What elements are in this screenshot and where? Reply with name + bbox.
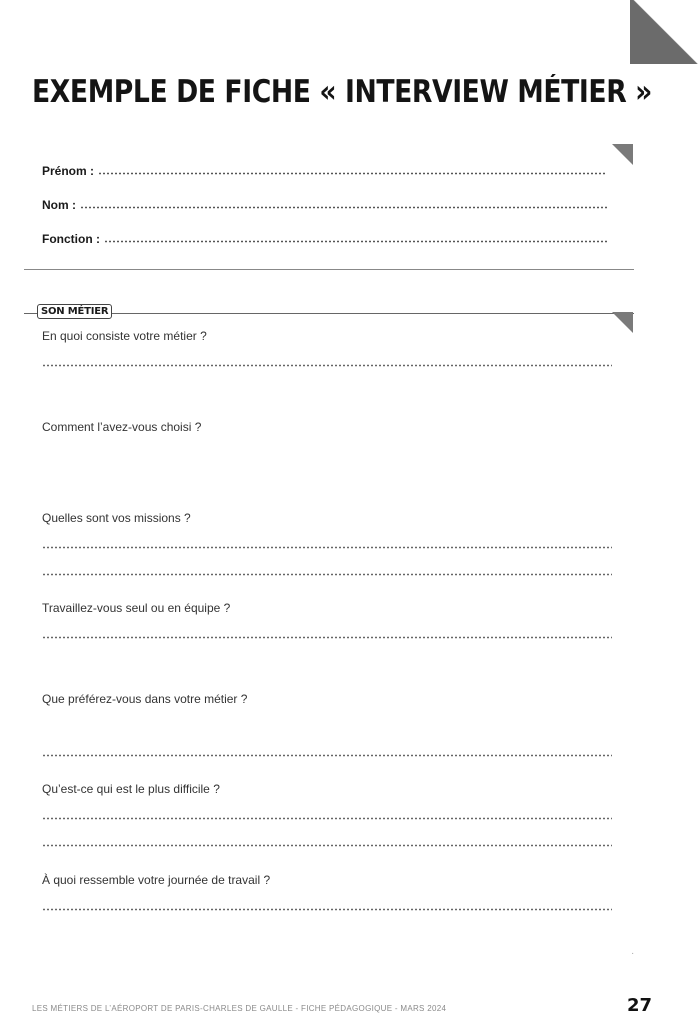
- question-text: Qu’est-ce qui est le plus difficile ?: [42, 782, 220, 796]
- answer-line[interactable]: [42, 908, 612, 911]
- prenom-label: Prénom :: [42, 164, 95, 178]
- question-text: En quoi consiste votre métier ?: [42, 329, 207, 343]
- fonction-field[interactable]: [42, 230, 607, 246]
- page-title: EXEMPLE DE FICHE « INTERVIEW MÉTIER »: [32, 74, 652, 110]
- fonction-label: Fonction :: [42, 232, 100, 246]
- page-number: 27: [626, 995, 652, 1016]
- question-text: Travaillez-vous seul ou en équipe ?: [42, 601, 231, 615]
- prenom-dotted-line: [98, 172, 607, 175]
- answer-line[interactable]: [42, 573, 612, 576]
- footer-text: LES MÉTIERS DE L’AÉROPORT DE PARIS-CHARLES DE GAULLE - FICHE PÉDAGOGIQUE - MARS 2024: [32, 1004, 447, 1013]
- question-text: À quoi ressemble votre journée de travail ?: [42, 873, 271, 887]
- answer-line[interactable]: [42, 754, 612, 757]
- answer-line[interactable]: [42, 844, 612, 847]
- question-text: Que préférez-vous dans votre métier ?: [42, 692, 248, 706]
- prenom-field[interactable]: [42, 162, 607, 178]
- section-label: SON MÉTIER: [37, 304, 112, 319]
- page-corner-decoration: [630, 0, 700, 64]
- corner-triangle-decoration: [612, 312, 633, 333]
- corner-triangle-decoration: [612, 144, 633, 165]
- fonction-dotted-line: [104, 240, 607, 243]
- question-text: Quelles sont vos missions ?: [42, 511, 191, 525]
- section-rule: [24, 313, 634, 314]
- answer-line[interactable]: [42, 817, 612, 820]
- answer-line[interactable]: [42, 364, 612, 367]
- divider: [24, 269, 634, 270]
- answer-line[interactable]: [42, 636, 612, 639]
- nom-label: Nom :: [42, 198, 76, 212]
- answer-line[interactable]: [42, 546, 612, 549]
- page-mark: ·: [631, 948, 635, 959]
- nom-dotted-line: [80, 206, 607, 209]
- nom-field[interactable]: [42, 196, 607, 212]
- question-text: Comment l’avez-vous choisi ?: [42, 420, 202, 434]
